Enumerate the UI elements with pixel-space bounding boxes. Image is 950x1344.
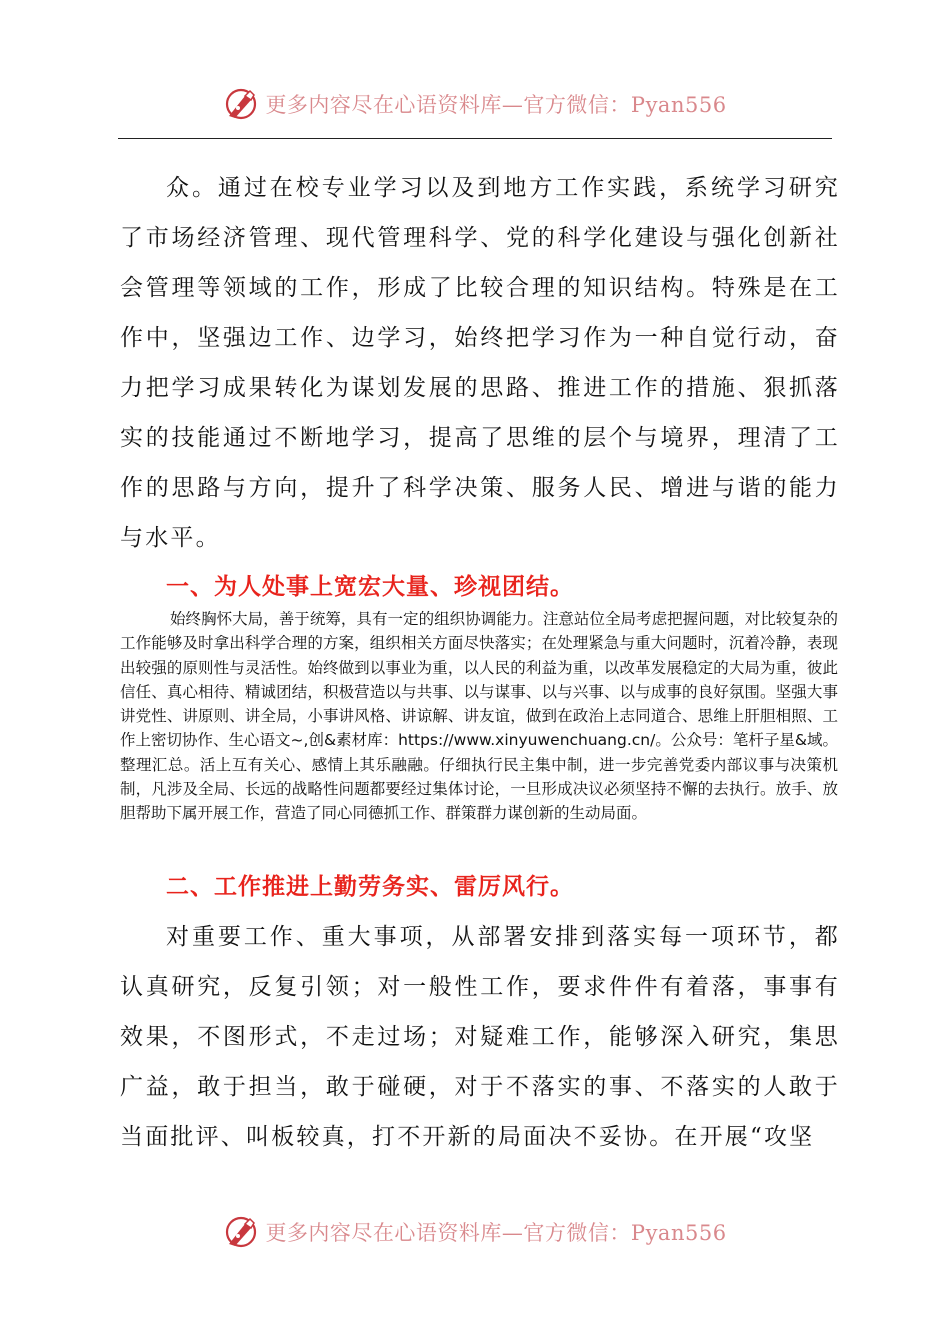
footer-banner-text: 更多内容尽在心语资料库—官方微信：Pyan556 [265,1221,727,1245]
header-banner [0,84,950,124]
section-heading-1: 一、为人处事上宽宏大量、珍视团结。 [166,574,574,600]
pen-nib-logo-icon [223,1214,259,1250]
header-banner-text: 更多内容尽在心语资料库—官方微信：Pyan556 [265,93,727,117]
section-heading-2: 二、工作推进上勤劳务实、雷厉风行。 [166,874,574,900]
header-divider [118,138,832,139]
pen-nib-logo-icon [223,86,259,122]
body-paragraph-2: 始终胸怀大局，善于统筹，具有一定的组织协调能力。注意站位全局考虑把握问题，对比较复杂的工作能够及时拿出科学合理的方案，组织相关方面尽快落实；在处理紧急与重大问题时，沉着冷静，表现出较强的原则性与灵活性。始终做到以事业为重，以人民的利益为重，以改革发展稳定的大局为重，彼此信任、真心相待、精诚团结，积极营造以与共事、以与谋事、以与兴事、以与成事的良好氛围。坚强大事讲党性、讲原则、讲全局，小事讲风格、讲谅解、讲友谊，做到在政治上志同道合、思维上肝胆相照、工作上密切协作、生心语文~,创&素材库：https://www.xinyuwenchuang.cn/。公众号：笔杆子星&域。整理汇总。活上互有关心、感情上其乐融融。仔细执行民主集中制，进一步完善党委内部议事与决策机制，凡涉及全局、长远的战略性问题都要经过集体讨论，一旦形成决议必须坚持不懈的去执行。放手、放胆帮助下属开展工作，营造了同心同德抓工作、群策群力谋创新的生动局面。 [120,610,838,823]
footer-banner [0,1212,950,1252]
body-paragraph-1: 众。通过在校专业学习以及到地方工作实践，系统学习研究了市场经济管理、现代管理科学、党的科学化建设与强化创新社会管理等领域的工作，形成了比较合理的知识结构。特殊是在工作中，坚强边工作、边学习，始终把学习作为一种自觉行动，奋力把学习成果转化为谋划发展的思路、推进工作的措施、狠抓落实的技能通过不断地学习，提高了思维的层个与境界，理清了工作的思路与方向，提升了科学决策、服务人民、增进与谐的能力与水平。 [120,175,840,551]
body-paragraph-3: 对重要工作、重大事项，从部署安排到落实每一项环节，都认真研究，反复引领；对一般性工作，要求件件有着落，事事有效果，不图形式，不走过场；对疑难工作，能够深入研究，集思广益，敢于担当，敢于碰硬，对于不落实的事、不落实的人敢于当面批评、叫板较真，打不开新的局面决不妥协。在开展“攻坚 [120,924,840,1150]
